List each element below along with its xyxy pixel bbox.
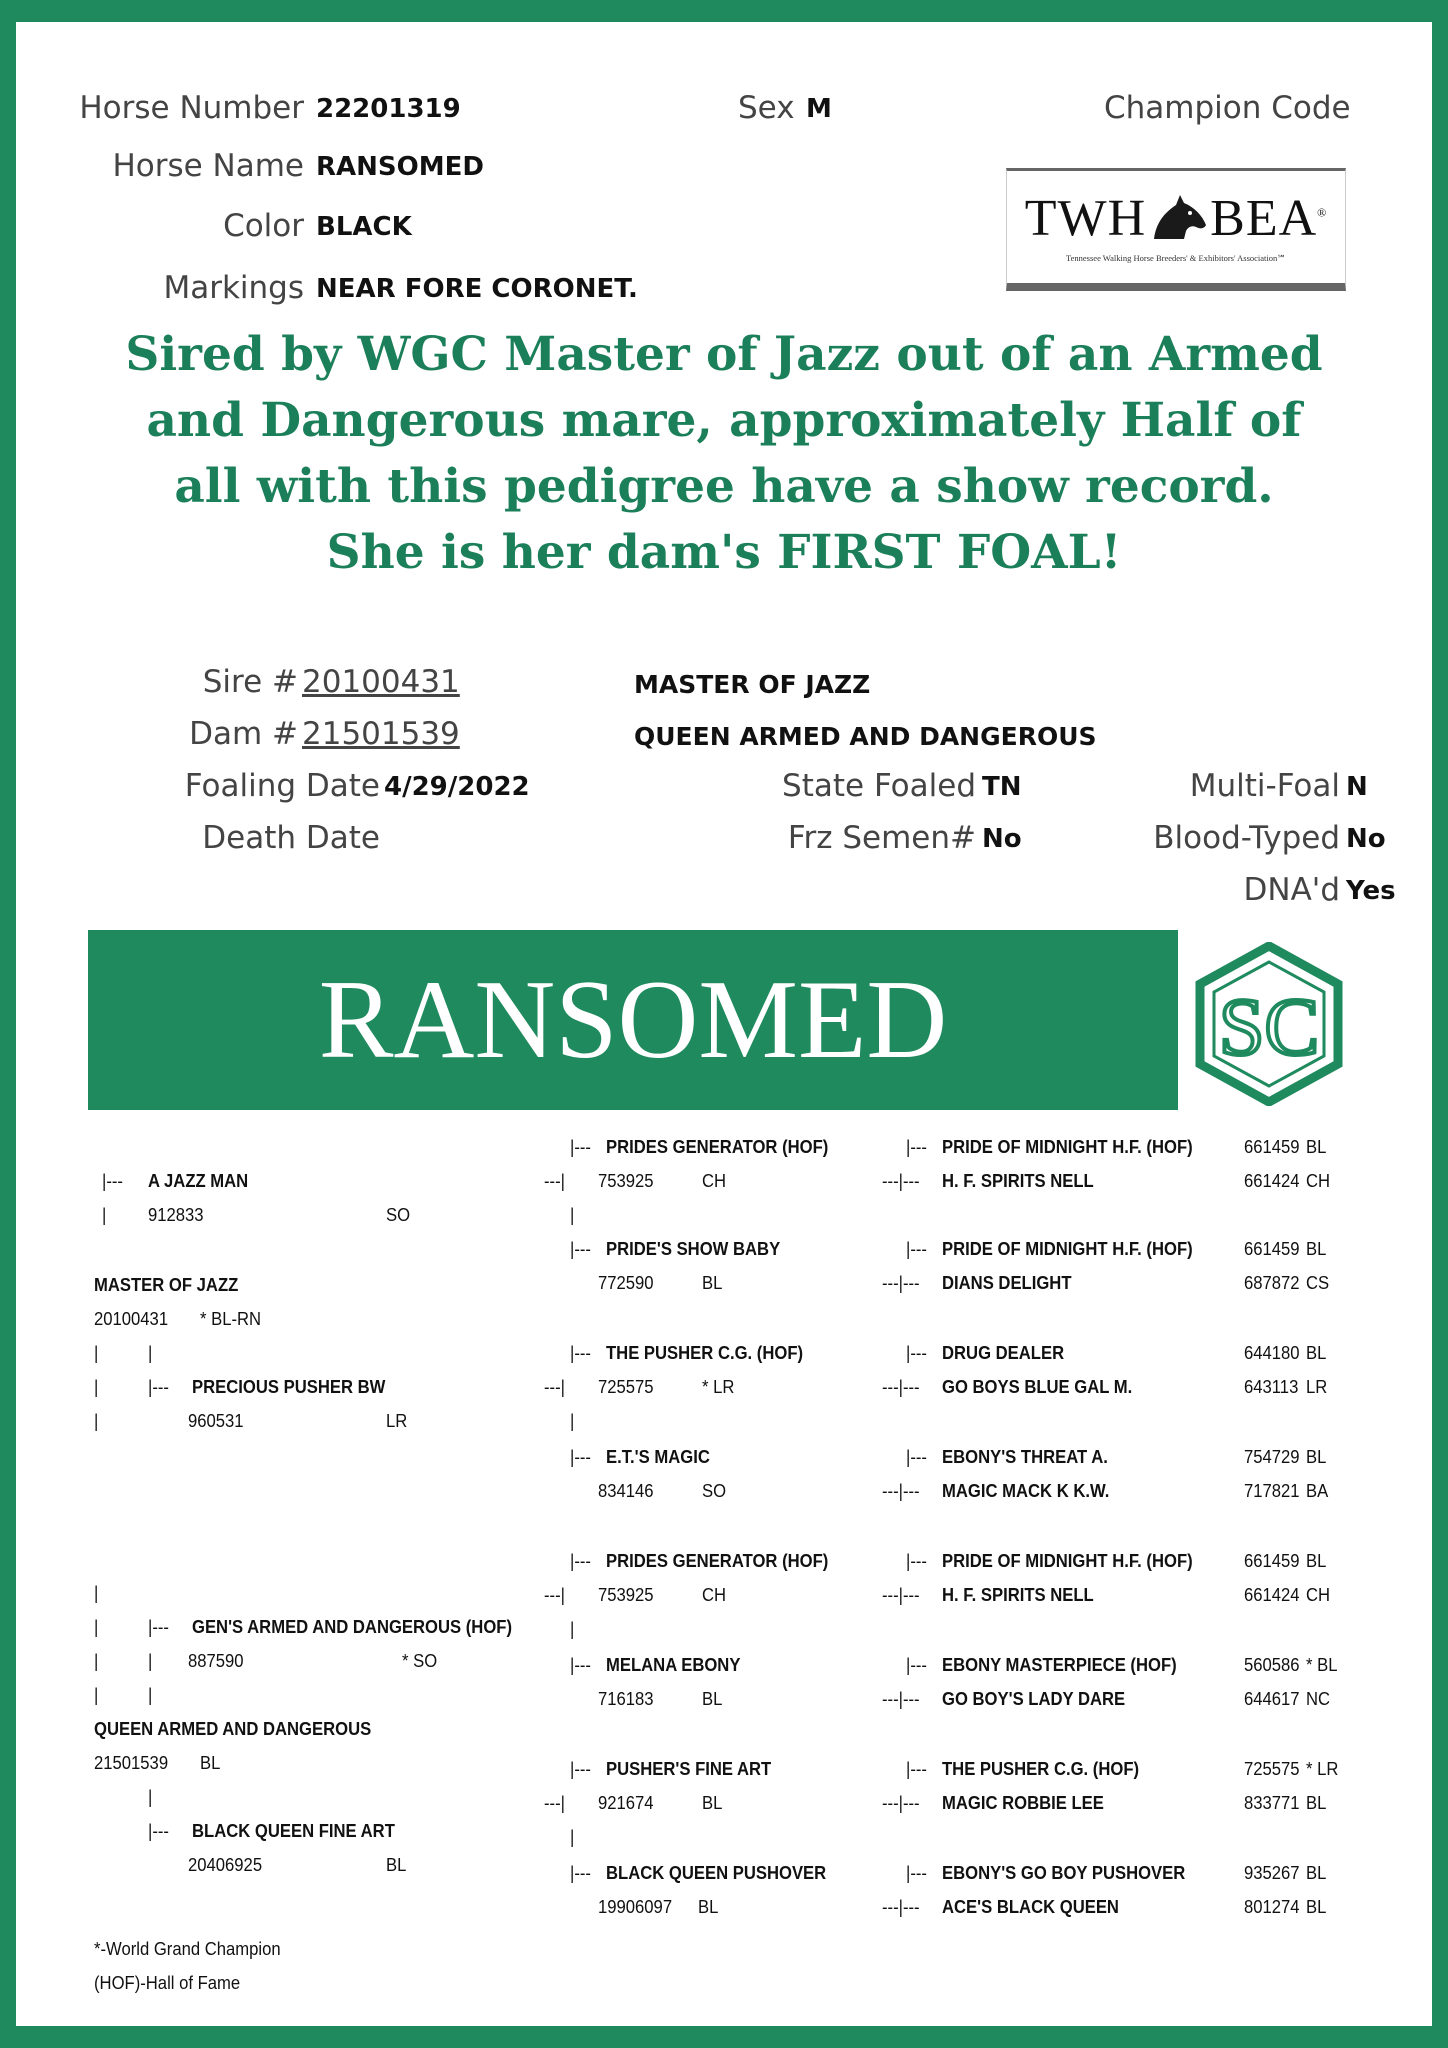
headline — [16, 322, 1432, 586]
pedigree-col3-name: GO BOYS BLUE GAL M. — [942, 1376, 1133, 1397]
pedigree-connector: |--- — [906, 1446, 927, 1467]
sex-label: Sex — [738, 90, 795, 126]
pedigree-col3-name: DIANS DELIGHT — [942, 1272, 1072, 1293]
pedigree-sire-dam-name: PRECIOUS PUSHER BW — [192, 1376, 386, 1397]
pedigree-col3-code: CH — [1306, 1170, 1331, 1191]
pedigree-sire-dam-number[interactable]: 960531 — [188, 1410, 244, 1431]
pedigree-connector: | — [570, 1410, 575, 1431]
sex-value: M — [806, 94, 832, 124]
pedigree-col3-number[interactable]: 644180 — [1244, 1342, 1300, 1363]
pedigree-connector: |--- — [102, 1170, 123, 1191]
headline-line-3: all with this pedigree have a show record. — [174, 459, 1274, 514]
pedigree-col3-name: GO BOY'S LADY DARE — [942, 1688, 1126, 1709]
pedigree-connector: ---| — [544, 1792, 565, 1813]
pedigree-col3-number[interactable]: 725575 — [1244, 1758, 1300, 1779]
pedigree-connector: ---|--- — [882, 1792, 920, 1813]
pedigree-connector: |--- — [570, 1654, 591, 1675]
pedigree-col3-name: EBONY'S THREAT A. — [942, 1446, 1108, 1467]
sire-name: MASTER OF JAZZ — [634, 670, 871, 699]
pedigree-col3-name: EBONY'S GO BOY PUSHOVER — [942, 1862, 1186, 1883]
pedigree-dam-dam-name: BLACK QUEEN FINE ART — [192, 1820, 395, 1841]
pedigree-connector: | — [148, 1684, 153, 1705]
pedigree-connector: |--- — [570, 1446, 591, 1467]
champion-code-label: Champion Code — [1104, 90, 1351, 126]
pedigree-col3-number[interactable]: 661459 — [1244, 1136, 1300, 1157]
pedigree-col3-number[interactable]: 935267 — [1244, 1862, 1300, 1883]
horse-name-label: Horse Name — [112, 148, 304, 184]
headline-line-2: and Dangerous mare, approximately Half of — [146, 393, 1302, 448]
pedigree-connector: | — [148, 1650, 153, 1671]
foaling-date-value: 4/29/2022 — [384, 772, 530, 802]
pedigree-col2-name: PRIDES GENERATOR (HOF) — [606, 1136, 829, 1157]
pedigree-col2-code: BL — [702, 1688, 723, 1709]
pedigree-connector: |--- — [906, 1342, 927, 1363]
pedigree-connector: | — [570, 1204, 575, 1225]
pedigree-connector: ---|--- — [882, 1688, 920, 1709]
pedigree-col3-code: BL — [1306, 1792, 1327, 1813]
pedigree-connector: ---|--- — [882, 1896, 920, 1917]
pedigree-connector: |--- — [570, 1862, 591, 1883]
pedigree-dam-sire-code: * SO — [402, 1650, 438, 1671]
pedigree-col3-number[interactable]: 801274 — [1244, 1896, 1300, 1917]
pedigree-connector: |--- — [906, 1758, 927, 1779]
sire-label: Sire # — [202, 664, 298, 700]
headline-line-4: She is her dam's FIRST FOAL! — [326, 525, 1122, 580]
pedigree-col3-name: PRIDE OF MIDNIGHT H.F. (HOF) — [942, 1238, 1193, 1259]
pedigree-sire-sire-name: A JAZZ MAN — [148, 1170, 249, 1191]
pedigree-connector: ---|--- — [882, 1170, 920, 1191]
pedigree-connector: |--- — [570, 1238, 591, 1259]
dnad-label: DNA'd — [1243, 872, 1340, 908]
pedigree-connector: |--- — [570, 1136, 591, 1157]
pedigree-connector: |--- — [570, 1758, 591, 1779]
pedigree-col3-name: ACE'S BLACK QUEEN — [942, 1896, 1119, 1917]
pedigree-col3-number[interactable]: 661459 — [1244, 1238, 1300, 1259]
pedigree-col2-name: THE PUSHER C.G. (HOF) — [606, 1342, 804, 1363]
pedigree-col2-name: E.T.'S MAGIC — [606, 1446, 710, 1467]
pedigree-connector: | — [94, 1650, 99, 1671]
pedigree-connector: ---|--- — [882, 1480, 920, 1501]
pedigree-connector: |--- — [906, 1862, 927, 1883]
pedigree-col2-number[interactable]: 772590 — [598, 1272, 654, 1293]
pedigree-connector: | — [94, 1342, 99, 1363]
horse-name-banner: RANSOMED — [88, 930, 1178, 1110]
pedigree-connector: | — [94, 1684, 99, 1705]
pedigree-col2-name: BLACK QUEEN PUSHOVER — [606, 1862, 827, 1883]
pedigree-col2-name: MELANA EBONY — [606, 1654, 741, 1675]
pedigree-col2-code: BL — [698, 1896, 719, 1917]
pedigree-col3-number[interactable]: 560586 — [1244, 1654, 1300, 1675]
pedigree-col3-code: * LR — [1306, 1758, 1339, 1779]
pedigree-col3-name: PRIDE OF MIDNIGHT H.F. (HOF) — [942, 1550, 1193, 1571]
blood-typed-value: No — [1346, 824, 1386, 854]
pedigree-connector: | — [94, 1582, 99, 1603]
blood-typed-label: Blood-Typed — [1153, 820, 1340, 856]
twhbea-logo-wordmark: TWH BEA® — [1024, 190, 1328, 247]
pedigree-col2-number[interactable]: 716183 — [598, 1688, 654, 1709]
pedigree-sire-sire-code: SO — [386, 1204, 411, 1225]
pedigree-col2-code: BL — [702, 1272, 723, 1293]
pedigree-col3-name: MAGIC ROBBIE LEE — [942, 1792, 1104, 1813]
pedigree-sire-sire-number[interactable]: 912833 — [148, 1204, 204, 1225]
pedigree-connector: | — [94, 1616, 99, 1637]
pedigree-col2-number[interactable]: 725575 — [598, 1376, 654, 1397]
pedigree-connector: |--- — [148, 1820, 169, 1841]
dam-name: QUEEN ARMED AND DANGEROUS — [634, 722, 1097, 751]
pedigree-col2-number[interactable]: 753925 — [598, 1170, 654, 1191]
markings-label: Markings — [163, 270, 304, 306]
pedigree-connector: | — [148, 1786, 153, 1807]
pedigree-col2-code: CH — [702, 1170, 727, 1191]
markings-value: NEAR FORE CORONET. — [316, 274, 638, 304]
pedigree-connector: |--- — [570, 1342, 591, 1363]
pedigree-col3-number[interactable]: 717821 — [1244, 1480, 1300, 1501]
pedigree-connector: |--- — [906, 1238, 927, 1259]
pedigree-connector: | — [94, 1410, 99, 1431]
frz-semen-label: Frz Semen# — [787, 820, 976, 856]
pedigree-col3-code: CH — [1306, 1584, 1331, 1605]
pedigree-connector: |--- — [570, 1550, 591, 1571]
pedigree-col3-code: BL — [1306, 1342, 1327, 1363]
pedigree-col3-name: H. F. SPIRITS NELL — [942, 1170, 1094, 1191]
pedigree-col3-code: BL — [1306, 1136, 1327, 1157]
pedigree-col3-code: LR — [1306, 1376, 1328, 1397]
pedigree-connector: |--- — [906, 1136, 927, 1157]
pedigree-col3-name: DRUG DEALER — [942, 1342, 1065, 1363]
pedigree-col3-code: BL — [1306, 1446, 1327, 1467]
pedigree-col2-code: SO — [702, 1480, 727, 1501]
color-label: Color — [223, 208, 304, 244]
pedigree-col3-number[interactable]: 643113 — [1244, 1376, 1299, 1397]
pedigree-col3-number[interactable]: 644617 — [1244, 1688, 1300, 1709]
pedigree-sire-code: * BL-RN — [200, 1308, 262, 1329]
pedigree-connector: ---| — [544, 1584, 565, 1605]
pedigree-connector: | — [570, 1826, 575, 1847]
pedigree-dam-name: QUEEN ARMED AND DANGEROUS — [94, 1718, 372, 1739]
pedigree-dam-number[interactable]: 21501539 — [94, 1752, 169, 1773]
pedigree-connector: ---| — [544, 1170, 565, 1191]
pedigree-col3-name: EBONY MASTERPIECE (HOF) — [942, 1654, 1177, 1675]
pedigree-col3-number[interactable]: 833771 — [1244, 1792, 1300, 1813]
pedigree-dam-code: BL — [200, 1752, 221, 1773]
sc-monogram-icon — [1188, 942, 1350, 1106]
pedigree-col3-name: PRIDE OF MIDNIGHT H.F. (HOF) — [942, 1136, 1193, 1157]
pedigree-col2-code: BL — [702, 1792, 723, 1813]
pedigree-col3-code: BA — [1306, 1480, 1329, 1501]
pedigree-col3-number[interactable]: 687872 — [1244, 1272, 1300, 1293]
pedigree-dam-dam-number[interactable]: 20406925 — [188, 1854, 263, 1875]
pedigree-page — [16, 22, 1432, 2026]
pedigree-col3-code: NC — [1306, 1688, 1331, 1709]
horse-number-value: 22201319 — [316, 94, 461, 124]
death-date-label: Death Date — [202, 820, 380, 856]
state-foaled-label: State Foaled — [782, 768, 976, 804]
pedigree-col3-name: MAGIC MACK K K.W. — [942, 1480, 1110, 1501]
pedigree-col3-name: H. F. SPIRITS NELL — [942, 1584, 1094, 1605]
frz-semen-value: No — [982, 824, 1022, 854]
twhbea-logo-subtitle: Tennessee Walking Horse Breeders' & Exhibitors' Association℠ — [1066, 253, 1286, 263]
pedigree-connector: |--- — [906, 1550, 927, 1571]
pedigree-connector: | — [102, 1204, 107, 1225]
dam-label: Dam # — [189, 716, 298, 752]
foaling-date-label: Foaling Date — [184, 768, 380, 804]
legend-wgc: *-World Grand Champion — [94, 1938, 281, 1959]
pedigree-connector: ---| — [544, 1376, 565, 1397]
pedigree-dam-sire-name: GEN'S ARMED AND DANGEROUS (HOF) — [192, 1616, 513, 1637]
pedigree-col3-code: BL — [1306, 1896, 1327, 1917]
pedigree-col3-number[interactable]: 661459 — [1244, 1550, 1300, 1571]
horse-name-value: RANSOMED — [316, 152, 484, 182]
dnad-value: Yes — [1346, 876, 1396, 906]
pedigree-connector: |--- — [148, 1376, 169, 1397]
pedigree-col2-name: PUSHER'S FINE ART — [606, 1758, 772, 1779]
multi-foal-label: Multi-Foal — [1189, 768, 1340, 804]
sire-number-link[interactable]: 20100431 — [302, 664, 460, 700]
dam-number-link[interactable]: 21501539 — [302, 716, 460, 752]
pedigree-col3-number[interactable]: 661424 — [1244, 1584, 1300, 1605]
headline-line-1: Sired by WGC Master of Jazz out of an Armed — [125, 327, 1323, 382]
pedigree-connector: ---|--- — [882, 1376, 920, 1397]
pedigree-connector: ---|--- — [882, 1584, 920, 1605]
pedigree-col2-number[interactable]: 834146 — [598, 1480, 654, 1501]
pedigree-connector: | — [148, 1342, 153, 1363]
pedigree-sire-number[interactable]: 20100431 — [94, 1308, 169, 1329]
pedigree-connector: |--- — [906, 1654, 927, 1675]
pedigree-connector: |--- — [148, 1616, 169, 1637]
pedigree-col2-code: * LR — [702, 1376, 735, 1397]
pedigree-col2-number[interactable]: 753925 — [598, 1584, 654, 1605]
pedigree-col3-code: CS — [1306, 1272, 1330, 1293]
pedigree-col3-code: BL — [1306, 1862, 1327, 1883]
pedigree-col3-code: * BL — [1306, 1654, 1338, 1675]
color-value: BLACK — [316, 212, 412, 242]
pedigree-dam-dam-code: BL — [386, 1854, 407, 1875]
sc-monogram-text: SC — [1218, 981, 1320, 1072]
pedigree-connector: ---|--- — [882, 1272, 920, 1293]
pedigree-col3-number[interactable]: 754729 — [1244, 1446, 1300, 1467]
pedigree-connector: | — [570, 1618, 575, 1639]
pedigree-col2-number[interactable]: 19906097 — [598, 1896, 673, 1917]
pedigree-col3-number[interactable]: 661424 — [1244, 1170, 1300, 1191]
horse-head-icon — [1146, 193, 1210, 241]
pedigree-sire-name: MASTER OF JAZZ — [94, 1274, 239, 1295]
legend-hof: (HOF)-Hall of Fame — [94, 1972, 241, 1993]
multi-foal-value: N — [1346, 772, 1368, 802]
horse-number-label: Horse Number — [79, 90, 304, 126]
twhbea-logo — [1006, 168, 1346, 291]
state-foaled-value: TN — [982, 772, 1022, 802]
pedigree-col3-code: BL — [1306, 1238, 1327, 1259]
pedigree-col2-name: PRIDES GENERATOR (HOF) — [606, 1550, 829, 1571]
pedigree-col2-name: PRIDE'S SHOW BABY — [606, 1238, 781, 1259]
pedigree-dam-sire-number[interactable]: 887590 — [188, 1650, 244, 1671]
pedigree-col3-name: THE PUSHER C.G. (HOF) — [942, 1758, 1140, 1779]
pedigree-connector: | — [94, 1376, 99, 1397]
pedigree-col3-code: BL — [1306, 1550, 1327, 1571]
pedigree-col2-code: CH — [702, 1584, 727, 1605]
pedigree-col2-number[interactable]: 921674 — [598, 1792, 654, 1813]
pedigree-sire-dam-code: LR — [386, 1410, 408, 1431]
